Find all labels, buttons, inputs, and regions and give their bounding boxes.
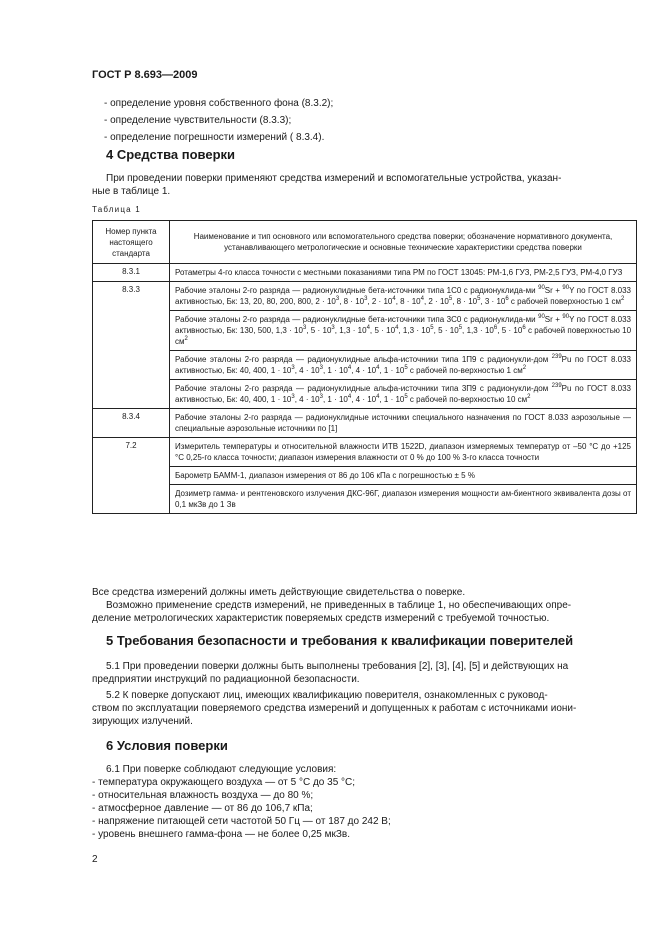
table-row [93, 467, 637, 485]
table-header-cell: Номер пункта настоящего стандарта [93, 221, 170, 264]
list-item: - напряжение питающей сети частотой 50 Гц — от 187 до 242 В; [92, 816, 391, 827]
table-cell-number: 8.3.4 [93, 409, 170, 438]
paragraph-line: При проведении поверки применяют средства измерений и вспомогательные устройства, указан- [106, 173, 562, 184]
table-header-row [93, 221, 637, 264]
paragraph-line: деление метрологических характеристик поверяемых средств измерений с требуемой точностью. [92, 613, 550, 624]
table-cell-number: 8.3.3 [93, 282, 170, 409]
table-row [93, 438, 637, 467]
list-item: - определение погрешности измерений ( 8.3.4). [104, 132, 325, 143]
table-cell-description: Рабочие эталоны 2-го разряда — радионуклидные альфа-источники типа 1П9 с радионукли-дом $^{239}$Pu по ГОСТ 8.033 активностью, Бк: 40, 400, $1 \cdot 10^3$, $4 \cdot 10^3$, $1 \cdot 10^4$, $4 \cdot 10^4$, $1 \cdot 10^5$ с рабочей по-верхностью 1 $см^2$ [170, 351, 637, 380]
table-row [93, 282, 637, 311]
paragraph-line: зирующих излучений. [92, 716, 193, 727]
table-cell-description: Рабочие эталоны 2-го разряда — радионуклидные бета-источники типа 3С0 с радионуклида-ми $^{90}$Sr + $^{90}$Y по ГОСТ 8.033 активностью, Бк: 130, 500, $1,3 \cdot 10^3$, $5 \cdot 10^3$, $1,3 \cdot 10^4$, $5 \cdot 10^4$, $1,3 \cdot 10^5$, $5 \cdot 10^5$, $1,3 \cdot 10^6$, $5 \cdot 10^6$ с рабочей поверхностью 10 $см^2$ [170, 311, 637, 351]
paragraph-line: 5.1 При проведении поверки должны быть выполнены требования [2], [3], [4], [5] и действующих на [106, 661, 569, 672]
section-6-body [92, 763, 637, 841]
page-number: 2 [92, 854, 98, 865]
list-item: - относительная влажность воздуха — до 80 %; [92, 790, 314, 801]
table-cell-description: Барометр БАММ-1, диапазон измерения от 86 до 106 кПа с погрешностью ± 5 % [170, 467, 637, 485]
section-6-title: 6 Условия поверки [106, 738, 228, 753]
list-item: - определение чувствительности (8.3.3); [104, 115, 292, 126]
section-5-body [92, 660, 637, 728]
paragraph-line: 5.2 К поверке допускают лиц, имеющих квалификацию поверителя, ознакомленных с руковод- [106, 690, 548, 701]
paragraph-line: 6.1 При поверке соблюдают следующие условия: [106, 764, 337, 775]
table-cell-description: Измеритель температуры и относительной влажности ИТВ 1522D, диапазон измеряемых температур от –50 °С до +125 °С 0,25-го класса точности; диапазон измерения влажности от 0 % до 100 % 3-го класса точности [170, 438, 637, 467]
paragraph-line: Все средства измерений должны иметь действующие свидетельства о поверке. [92, 587, 466, 598]
paragraph-line: ные в таблице 1. [92, 186, 171, 197]
table-row [93, 351, 637, 380]
section-5-title: 5 Требования безопасности и требования к квалификации поверителей [106, 633, 574, 648]
paragraph-line: ством по эксплуатации поверяемого средства измерений и допущенных к работам с источниками иони- [92, 703, 577, 714]
table-cell-number: 7.2 [93, 438, 170, 514]
table-1 [92, 220, 637, 514]
table-cell-description: Рабочие эталоны 2-го разряда — радионуклидные альфа-источники типа 3П9 с радионукли-дом $^{239}$Pu по ГОСТ 8.033 активностью, Бк: 40, 400, $1 \cdot 10^3$, $4 \cdot 10^3$, $1 \cdot 10^4$, $4 \cdot 10^4$, $1 \cdot 10^5$ с рабочей по-верхностью 10 $см^2$ [170, 380, 637, 409]
section-4-paragraph [92, 172, 637, 198]
document-header: ГОСТ Р 8.693—2009 [92, 69, 198, 81]
section-4-closing [92, 586, 637, 625]
list-item: - температура окружающего воздуха — от 5 °С до 35 °С; [92, 777, 356, 788]
table-caption: Таблица 1 [92, 205, 141, 214]
table-row [93, 264, 637, 282]
table-cell-description: Ротаметры 4-го класса точности с местными показаниями типа РМ по ГОСТ 13045: РМ-1,6 ГУЗ, РМ-2,5 ГУЗ, РМ-4,0 ГУЗ [170, 264, 637, 282]
list-item: - уровень внешнего гамма-фона — не более 0,25 мкЗв. [92, 829, 351, 840]
paragraph-line: Возможно применение средств измерений, не приведенных в таблице 1, но обеспечивающих опре- [106, 600, 572, 611]
list-item: - атмосферное давление — от 86 до 106,7 кПа; [92, 803, 313, 814]
section-4-title: 4 Средства поверки [106, 147, 236, 162]
table-cell-number: 8.3.1 [93, 264, 170, 282]
table-cell-description: Дозиметр гамма- и рентгеновского излучения ДКС-96Г, диапазон измерения мощности ам-биентного эквивалента дозы от 0,1 мкЗв до 1 Зв [170, 485, 637, 514]
table-row [93, 311, 637, 351]
table-header-cell: Наименование и тип основного или вспомогательного средства поверки; обозначение нормативного документа, устанавливающего метрологические и основные технические характеристики средства поверки [170, 221, 637, 264]
table-row [93, 485, 637, 514]
table-row [93, 409, 637, 438]
intro-list [104, 95, 333, 146]
table-row [93, 380, 637, 409]
list-item: - определение уровня собственного фона (8.3.2); [104, 98, 334, 109]
table-cell-description: Рабочие эталоны 2-го разряда — радионуклидные бета-источники типа 1С0 с радионуклида-ми $^{90}$Sr + $^{90}$Y по ГОСТ 8.033 активностью, Бк: 13, 20, 80, 200, 800, $2 \cdot 10^3$, $8 \cdot 10^3$, $2 \cdot 10^4$, $8 \cdot 10^4$, $2 \cdot 10^5$, $8 \cdot 10^5$, $3 \cdot 10^6$ с рабочей поверхностью 1 $см^2$ [170, 282, 637, 311]
paragraph-line: предприятии инструкций по радиационной безопасности. [92, 674, 360, 685]
table-cell-description: Рабочие эталоны 2-го разряда — радионуклидные источники специального назначения по ГОСТ 8.033 аэрозольные — специальные аэрозольные источники по [1] [170, 409, 637, 438]
